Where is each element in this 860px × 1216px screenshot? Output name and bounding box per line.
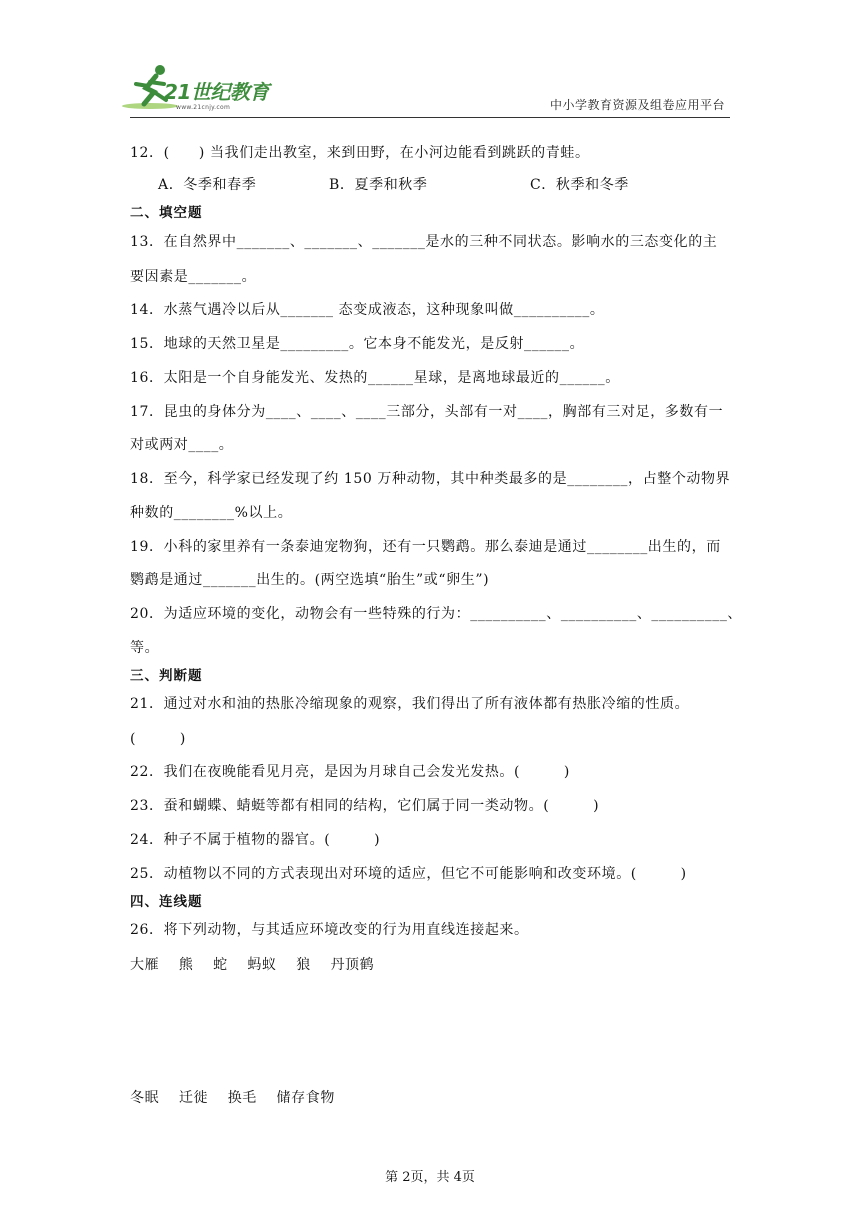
question-20-line-2: 等。 <box>130 640 160 656</box>
page-footer: 第 2页，共 4页 <box>385 1170 475 1185</box>
question-13-line-2: 要因素是_______。 <box>130 269 257 285</box>
question-13-line-1: 13．在自然界中_______、_______、_______是水的三种不同状态。影响水的三态变化的主 <box>130 234 718 250</box>
question-19-line-1: 19．小科的家里养有一条泰迪宠物狗，还有一只鹦鹉。那么泰迪是通过________出生的，而 <box>130 539 721 555</box>
question-17-line-2: 对或两对____。 <box>130 437 234 453</box>
question-18-line-2: 种数的________%以上。 <box>130 505 293 521</box>
option-c: C．秋季和冬季 <box>530 177 629 193</box>
platform-name: 中小学教育资源及组卷应用平台 <box>549 98 725 112</box>
question-15: 15．地球的天然卫星是_________。它本身不能发光，是反射______。 <box>130 336 585 352</box>
question-23: 23．蚕和蝴蝶、蜻蜓等都有相同的结构，它们属于同一类动物。( ) <box>130 798 600 814</box>
question-24: 24．种子不属于植物的器官。( ) <box>130 832 381 848</box>
behaviors-list: 冬眠 迁徙 换毛 储存食物 <box>130 1090 335 1106</box>
animals-list: 大雁 熊 蛇 蚂蚁 狼 丹顶鹤 <box>130 957 375 973</box>
section-true-false: 三、判断题 <box>130 668 203 684</box>
question-12: 12．( ) 当我们走出教室，来到田野，在小河边能看到跳跃的青蛙。 <box>130 145 590 161</box>
option-b: B．夏季和秋季 <box>329 177 428 193</box>
option-a: A．冬季和春季 <box>158 177 257 193</box>
question-22: 22．我们在夜晚能看见月亮，是因为月球自己会发光发热。( ) <box>130 764 570 780</box>
question-21-answer: ( ) <box>130 731 186 747</box>
question-25: 25．动植物以不同的方式表现出对环境的适应，但它不可能影响和改变环境。( ) <box>130 866 687 882</box>
question-18-line-1: 18．至今，科学家已经发现了约 150 万种动物，其中种类最多的是________，占整个动物界 <box>130 471 731 487</box>
logo-url: www.21cnjy.com <box>176 104 231 111</box>
question-14: 14．水蒸气遇冷以后从_______ 态变成液态，这种现象叫做__________。 <box>130 302 605 318</box>
question-19-line-2: 鹦鹉是通过_______出生的。(两空选填“胎生”或“卵生”) <box>130 572 490 588</box>
logo-text: 21世纪教育 <box>164 80 269 104</box>
question-17-line-1: 17．昆虫的身体分为____、____、____三部分，头部有一对____，胸部有三对足，多数有一 <box>130 404 724 420</box>
logo <box>120 62 310 120</box>
question-26: 26．将下列动物，与其适应环境改变的行为用直线连接起来。 <box>130 922 529 938</box>
question-20-line-1: 20．为适应环境的变化，动物会有一些特殊的行为：__________、__________、__________、 <box>130 606 743 622</box>
page-header <box>0 0 860 122</box>
header-divider <box>130 117 730 118</box>
question-16: 16．太阳是一个自身能发光、发热的______星球，是离地球最近的______。 <box>130 370 620 386</box>
question-21-line-1: 21．通过对水和油的热胀冷缩现象的观察，我们得出了所有液体都有热胀冷缩的性质。 <box>130 696 690 712</box>
section-fill-blank: 二、填空题 <box>130 205 203 221</box>
section-matching: 四、连线题 <box>130 894 203 910</box>
